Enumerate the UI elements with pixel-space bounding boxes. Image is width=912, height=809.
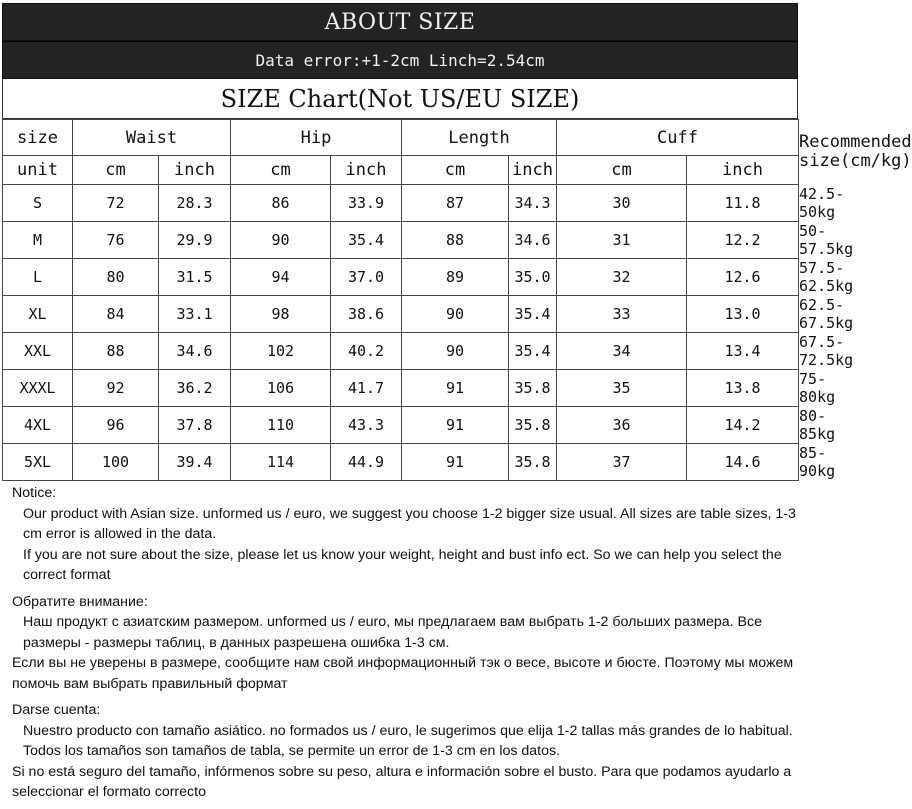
notice-spanish xyxy=(12,700,797,803)
cell-length-inch: 35.0 xyxy=(509,259,557,296)
about-size-header: ABOUT SIZE xyxy=(2,3,798,41)
cell-cuff-cm: 35 xyxy=(557,370,687,407)
cell-cuff-inch: 13.4 xyxy=(687,333,799,370)
unit-length-inch: inch xyxy=(509,156,557,185)
cell-waist-cm: 100 xyxy=(73,444,159,481)
notice-heading-es: Darse cuenta: xyxy=(12,702,101,718)
cell-waist-inch: 31.5 xyxy=(159,259,231,296)
cell-length-cm: 88 xyxy=(402,222,509,259)
unit-row xyxy=(3,156,799,185)
table-header-row xyxy=(3,120,799,156)
notes-section xyxy=(12,483,797,809)
cell-waist-cm: 80 xyxy=(73,259,159,296)
cell-hip-inch: 37.0 xyxy=(331,259,402,296)
notice-heading-en: Notice: xyxy=(12,485,57,501)
cell-cuff-inch: 12.6 xyxy=(687,259,799,296)
cell-cuff-inch: 13.0 xyxy=(687,296,799,333)
unit-length-cm: cm xyxy=(402,156,509,185)
cell-hip-cm: 98 xyxy=(231,296,331,333)
cell-waist-inch: 37.8 xyxy=(159,407,231,444)
cell-length-cm: 89 xyxy=(402,259,509,296)
table-row: L 80 31.5 94 37.0 89 35.0 32 12.6 57.5-62.5kg xyxy=(3,259,799,296)
table-row: XXXL 92 36.2 106 41.7 91 35.8 35 13.8 75-80kg xyxy=(3,370,799,407)
cell-length-cm: 90 xyxy=(402,333,509,370)
unit-hip-cm: cm xyxy=(231,156,331,185)
notice-paragraph: Si no está seguro del tamaño, infórmenos sobre su peso, altura e información sobre el busto. Para que podamos ayudarlo a seleccionar el formato correcto xyxy=(12,763,792,800)
cell-cuff-inch: 13.8 xyxy=(687,370,799,407)
cell-hip-cm: 90 xyxy=(231,222,331,259)
unit-waist-inch: inch xyxy=(159,156,231,185)
cell-size: 4XL xyxy=(3,407,73,444)
cell-length-inch: 35.8 xyxy=(509,407,557,444)
cell-cuff-cm: 30 xyxy=(557,185,687,222)
cell-cuff-cm: 31 xyxy=(557,222,687,259)
notice-paragraph: If you are not sure about the size, please let us know your weight, height and bust info ect. So we can help you select the correct format xyxy=(23,546,782,583)
notice-heading-ru: Обратите внимание: xyxy=(12,593,148,610)
cell-length-cm: 90 xyxy=(402,296,509,333)
cell-cuff-cm: 33 xyxy=(557,296,687,333)
cell-waist-cm: 72 xyxy=(73,185,159,222)
recommended-line1: Recommended xyxy=(799,132,912,152)
header-cuff: Cuff xyxy=(557,120,799,156)
cell-hip-inch: 38.6 xyxy=(331,296,402,333)
unit-waist-cm: cm xyxy=(73,156,159,185)
table-row: XXL 88 34.6 102 40.2 90 35.4 34 13.4 67.5-72.5kg xyxy=(3,333,799,370)
size-guide xyxy=(2,3,912,481)
notice-russian xyxy=(12,592,797,695)
cell-waist-inch: 33.1 xyxy=(159,296,231,333)
size-chart-title: SIZE Chart(Not US/EU SIZE) xyxy=(2,79,798,119)
table-row: 5XL 100 39.4 114 44.9 91 35.8 37 14.6 85-90kg xyxy=(3,444,799,481)
cell-length-cm: 91 xyxy=(402,407,509,444)
cell-hip-cm: 86 xyxy=(231,185,331,222)
cell-length-inch: 34.3 xyxy=(509,185,557,222)
header-waist: Waist xyxy=(73,120,231,156)
cell-waist-inch: 28.3 xyxy=(159,185,231,222)
size-chart-table xyxy=(2,119,912,481)
cell-size: XXXL xyxy=(3,370,73,407)
unit-hip-inch: inch xyxy=(331,156,402,185)
cell-hip-inch: 43.3 xyxy=(331,407,402,444)
cell-cuff-cm: 37 xyxy=(557,444,687,481)
table-row: 4XL 96 37.8 110 43.3 91 35.8 36 14.2 80-85kg xyxy=(3,407,799,444)
header-size: size xyxy=(3,120,73,156)
unit-label: unit xyxy=(3,156,73,185)
cell-hip-cm: 94 xyxy=(231,259,331,296)
notice-english xyxy=(12,483,797,586)
cell-length-inch: 35.8 xyxy=(509,370,557,407)
cell-hip-cm: 114 xyxy=(231,444,331,481)
cell-cuff-inch: 12.2 xyxy=(687,222,799,259)
cell-cuff-inch: 14.6 xyxy=(687,444,799,481)
cell-cuff-cm: 32 xyxy=(557,259,687,296)
notice-paragraph: Nuestro producto con tamaño asiático. no formados us / euro, le sugerimos que elija 1-2 tallas más grandes de lo habitual. Todos los tamaños son tamaños de tabla, se permite un error de 1-3 cm en los datos. xyxy=(23,722,793,759)
header-hip: Hip xyxy=(231,120,402,156)
notice-paragraph: Our product with Asian size. unformed us / euro, we suggest you choose 1-2 bigger size usual. All sizes are table sizes, 1-3 cm error is allowed in the data. xyxy=(23,505,796,542)
cell-hip-inch: 41.7 xyxy=(331,370,402,407)
cell-hip-inch: 35.4 xyxy=(331,222,402,259)
cell-hip-inch: 44.9 xyxy=(331,444,402,481)
cell-size: XL xyxy=(3,296,73,333)
table-row: S 72 28.3 86 33.9 87 34.3 30 11.8 42.5-50kg xyxy=(3,185,799,222)
cell-hip-cm: 110 xyxy=(231,407,331,444)
cell-hip-inch: 40.2 xyxy=(331,333,402,370)
cell-length-inch: 35.8 xyxy=(509,444,557,481)
cell-size: XXL xyxy=(3,333,73,370)
cell-length-inch: 35.4 xyxy=(509,333,557,370)
cell-size: S xyxy=(3,185,73,222)
cell-waist-inch: 36.2 xyxy=(159,370,231,407)
notice-paragraph: Если вы не уверены в размере, сообщите нам свой информационный тэк о весе, высоте и бюсте. Поэтому мы можем помочь вам выбрать правильный формат xyxy=(12,655,794,692)
unit-cuff-cm: cm xyxy=(557,156,687,185)
cell-hip-inch: 33.9 xyxy=(331,185,402,222)
cell-waist-inch: 29.9 xyxy=(159,222,231,259)
cell-size: M xyxy=(3,222,73,259)
cell-length-cm: 87 xyxy=(402,185,509,222)
cell-cuff-cm: 34 xyxy=(557,333,687,370)
notice-paragraph: Наш продукт с азиатским размером. unformed us / euro, мы предлагаем вам выбрать 1-2 больших размера. Все размеры - размеры таблиц, в данных разрешена ошибка 1-3 см. xyxy=(23,614,762,651)
unit-cuff-inch: inch xyxy=(687,156,799,185)
recommended-line2: size(cm/kg) xyxy=(799,151,912,171)
cell-size: L xyxy=(3,259,73,296)
cell-length-cm: 91 xyxy=(402,444,509,481)
cell-waist-inch: 39.4 xyxy=(159,444,231,481)
cell-length-cm: 91 xyxy=(402,370,509,407)
header-length: Length xyxy=(402,120,557,156)
data-error-subheader: Data error:+1-2cm Linch=2.54cm xyxy=(2,41,798,79)
cell-waist-cm: 96 xyxy=(73,407,159,444)
cell-length-inch: 34.6 xyxy=(509,222,557,259)
cell-length-inch: 35.4 xyxy=(509,296,557,333)
cell-hip-cm: 102 xyxy=(231,333,331,370)
table-row: XL 84 33.1 98 38.6 90 35.4 33 13.0 62.5-67.5kg xyxy=(3,296,799,333)
cell-waist-inch: 34.6 xyxy=(159,333,231,370)
cell-waist-cm: 84 xyxy=(73,296,159,333)
cell-cuff-inch: 14.2 xyxy=(687,407,799,444)
cell-cuff-inch: 11.8 xyxy=(687,185,799,222)
cell-waist-cm: 76 xyxy=(73,222,159,259)
table-row: M 76 29.9 90 35.4 88 34.6 31 12.2 50-57.5kg xyxy=(3,222,799,259)
cell-size: 5XL xyxy=(3,444,73,481)
cell-waist-cm: 88 xyxy=(73,333,159,370)
cell-hip-cm: 106 xyxy=(231,370,331,407)
cell-cuff-cm: 36 xyxy=(557,407,687,444)
cell-waist-cm: 92 xyxy=(73,370,159,407)
